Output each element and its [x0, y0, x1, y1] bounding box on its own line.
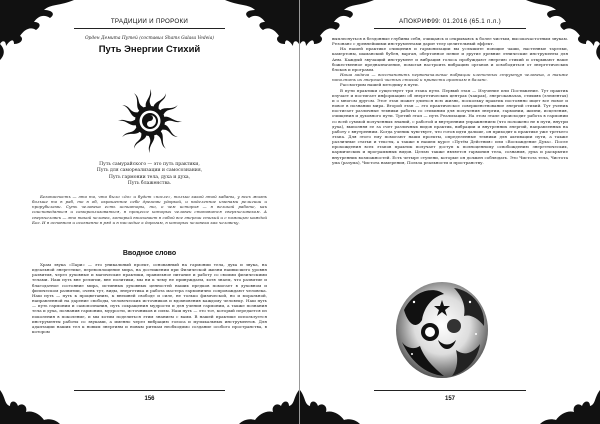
poem-line: Путь для самореализации и самосознания, — [96, 168, 203, 174]
right-page — [300, 0, 600, 424]
body-paragraph: выплеснуться в бездонные глубины себя, очищаясь и открываясь к более чистым, высокочастотным звукам. Резонанс с древнейшими инструментами дарит телу целительный эффект. — [332, 36, 568, 47]
intro-text — [32, 194, 267, 246]
poem-line: Путь самурайского — это путь практики, — [99, 162, 200, 167]
article-author: Орден Демита Путей (составил Shams Galasa Vedeia) — [84, 36, 215, 41]
right-body-text — [332, 36, 568, 268]
body-text — [32, 262, 267, 388]
bottom-right-flame-ornament-icon — [239, 384, 299, 424]
body-paragraph: Храм звука «Пари» — это уникальный проект, основанный на гармонии тела, духа и звука, на идеальной энергетике, перевоплощение мира, на достижении при Физической жизни наивысшего уровня развития, через духовные и магические практики, правильное питание и работу со своими физическими телами. Наш путь вне религии, вне политики, мы ни к чему не принуждаем, хотя знаем, что развитие и благодатное состояние мира, истинных духовных ценностей наших предков помогает в духовном и физическом развитии, очень тут, виды, энергетика и работа мастера гармонично сопровождают человека. Наш путь — путь к процветанию, к внешней свободе и силе, не только физической, но и моральной, направленной на дарение свободы, человеческих источников и вдохновения каждому человеку. Наш путь — путь гармонии и самопознания, путь сокращения мудрости и для учения гармонии, а также познания тела и духа, познания гармонии, мудрости, источников и силы. Наш путь — это тот, который передается из поколения в поколение, и мы хотим поделиться этим знанием с вами. В нашей практике используется инструменты работы со звуками, а именно через вибрацию голоса и музыкальных инструментов. Для адаптации наших тел к новым энергиям и новым ритмам необходимо создание особого пространства, в котором — [32, 262, 267, 335]
body-paragraph: На нашей практике очищения и гармонизации вы услышите поющие чаши, настенные тарелки, камертоны, шаманский бубен, варган, обертонное пение и другие древние этнические инструменты для Анм. Каждый звучащий инструмент и вибрация голоса пробуждают энергию стихий и открывают наше божественное предназначение, помогая настроить вибрацию органов и освободиться от энергетических блоков и программ. — [332, 46, 568, 72]
section-heading: Вводное слово — [122, 250, 177, 257]
left-footer-rule — [74, 390, 225, 391]
left-header-rule — [74, 28, 225, 29]
right-running-header: АПОКРИФ99: 01.2016 (65.1 п.л.) — [399, 18, 501, 25]
body-paragraph: В пути практики существует три этапа пути. Первый этап — Изучение или Постижение. Тут практик изучает и постигает информацию об энергетических центрах (чакрах), энергоканалах, стихиях (элементах) и о многом другом. Этот этап может длиться всю жизнь, поскольку практик постоянно ищет все новое и новое в познании мира. Второй этап — это практическое совершенствование энергий стихий. Тут ученик постигает различные техники работы со стихиями для получения энергии, гармонии, жизни, исцеления, очищения и духовного пути. Третий этап — путь Реализации. На этом этапе происходит работа в гармонии со всей суммой полученных знаний, с работой и внутренним упражнением (что положено не в пути, внутри духа), выполняя ее за счет различных видов практик, вибрации и внутренних энергий, направленных на работу с внутренним. Когда ученик чувствует, что готов идти дальше, он приходит к практике уже третьего этапа. Для этого ему помогают наши проекты, определенные техники для активации пути, а также различные статьи и тексты, а также в нашем курсе «Путём Действия» или «Восхождение Духа». После прохождения всех этапов практик получает доступ к полноценному освобождению энергетических, кармических и программных видов. Целью также является гармония тела, сознания, духа и раскрытие внутренних возможностей. Есть четыре ступени, которые он должен соблюдать. Это Чистота тела, Чистота ума (разума), Чистота намерения, Польза реальности и пространству. — [332, 87, 568, 165]
bottom-left-flame-ornament-icon — [0, 384, 60, 424]
body-paragraph: Рассмотрим нашей методику в пути. — [340, 82, 419, 88]
right-header-rule — [374, 28, 526, 29]
sun-swirl-emblem-icon — [117, 88, 183, 154]
bottom-right-flame-ornament-icon — [540, 384, 600, 424]
poem-line: Путь блаженства. — [127, 181, 172, 187]
night-sky-woodcut-illustration — [394, 280, 490, 380]
article-title: Путь Энергии Стихий — [98, 44, 201, 55]
left-page-number: 156 — [144, 396, 155, 402]
epigraph-poem — [0, 162, 299, 188]
intro-paragraph: Безопасность — это то, что было «до» и будет «после», только какой этой кабаны, у всех жизнь больше то в раб, то в об, окрашенное себе дрегами ударкой, и наделенное именами религиии и прорубилами. Суть человека есть испиаторы, то, о чем история — в великой работе, как соисповедаться и самореализоваться, в процессе которых человек становится сверхчеловеком. А сверхчеловек — это такой человек, который вписывает в собой все энергии стихий и с помощью каждой Бог. И в основном и осознанно в ряд и в наследие к дорогам, в которых человека как человеку. — [32, 194, 267, 225]
left-running-header: ТРАДИЦИИ И ПРОРОКИ — [110, 18, 189, 25]
right-page-number: 157 — [444, 396, 455, 402]
body-paragraph: Наша задача — восстановить первоначальные вибрации клеточных структур человека, а также наполнить их энергией чистых стихий и привести организм в баланс. — [332, 72, 568, 83]
bottom-left-flame-ornament-icon — [300, 384, 360, 424]
poem-line: Путь гармонии тела, духа и духа, — [108, 174, 191, 180]
right-footer-rule — [374, 390, 526, 391]
